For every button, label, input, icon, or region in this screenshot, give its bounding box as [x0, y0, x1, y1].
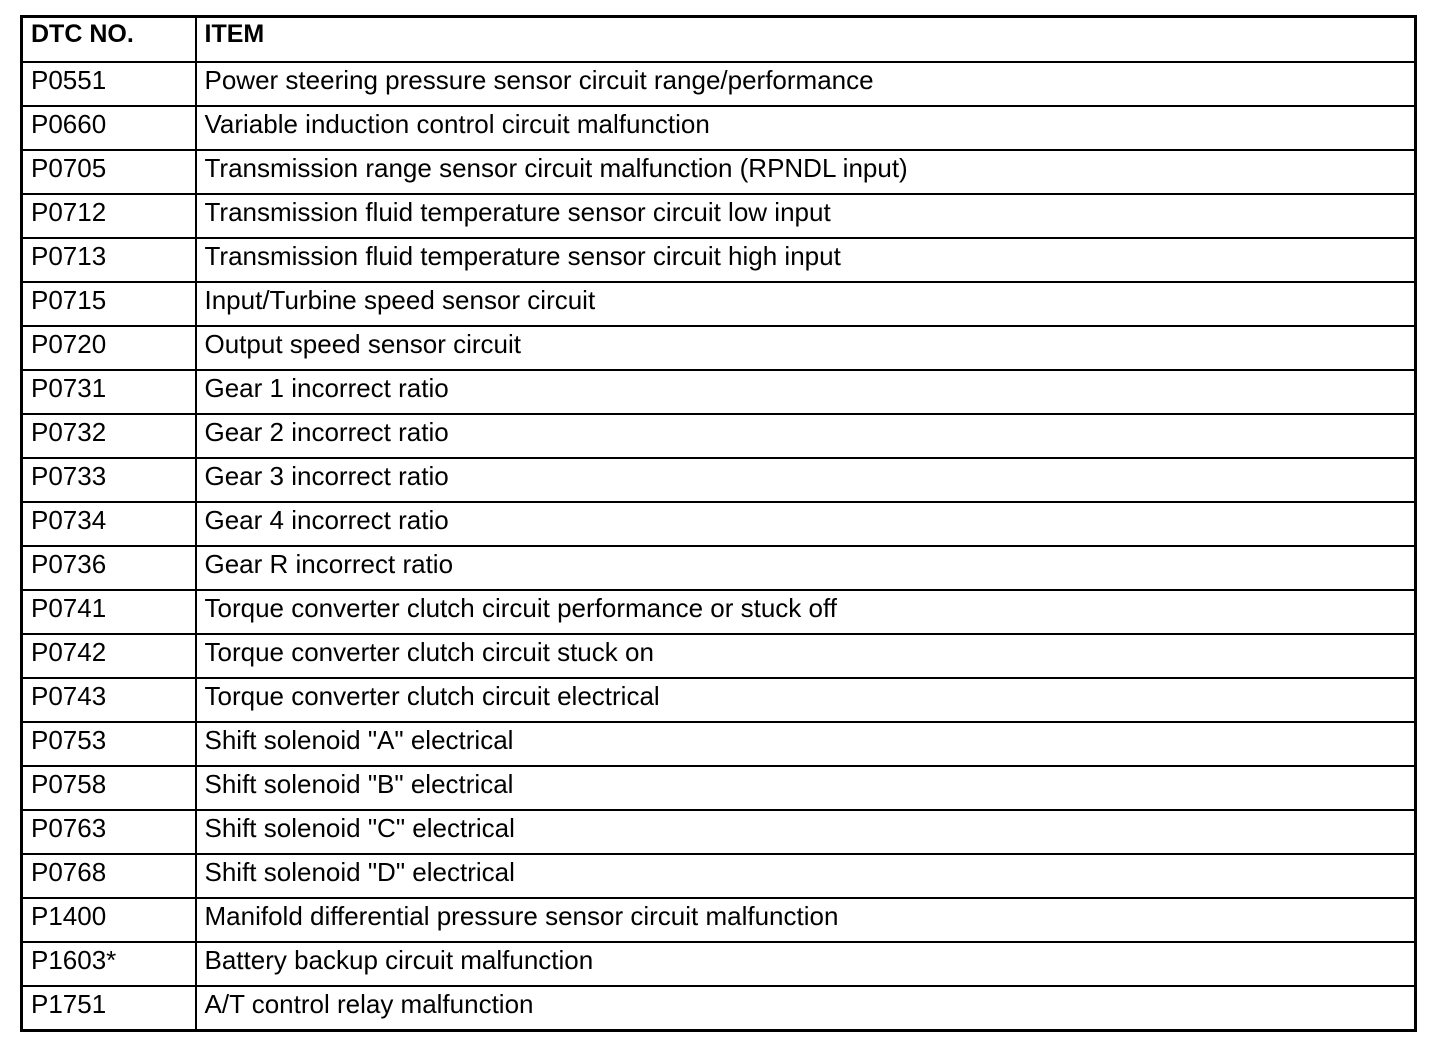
- table-row: [22, 942, 1416, 986]
- table-row: [22, 634, 1416, 678]
- dtc-table: [20, 15, 1417, 1032]
- table-row: [22, 722, 1416, 766]
- dtc-code-cell: P0763: [22, 810, 196, 854]
- dtc-code-cell: P0660: [22, 106, 196, 150]
- dtc-code-cell: P1603*: [22, 942, 196, 986]
- dtc-code-cell: P0733: [22, 458, 196, 502]
- item-description-cell: Shift solenoid "B" electrical: [196, 766, 1416, 810]
- item-description-cell: Power steering pressure sensor circuit range/performance: [196, 62, 1416, 106]
- table-row: [22, 62, 1416, 106]
- table-row: [22, 414, 1416, 458]
- table-row: [22, 766, 1416, 810]
- item-description-cell: Output speed sensor circuit: [196, 326, 1416, 370]
- table-row: [22, 678, 1416, 722]
- dtc-code-cell: P0732: [22, 414, 196, 458]
- dtc-code-cell: P1751: [22, 986, 196, 1031]
- table-row: [22, 150, 1416, 194]
- dtc-code-cell: P0743: [22, 678, 196, 722]
- dtc-code-cell: P0715: [22, 282, 196, 326]
- dtc-code-cell: P1400: [22, 898, 196, 942]
- item-description-cell: Gear 3 incorrect ratio: [196, 458, 1416, 502]
- table-row: [22, 370, 1416, 414]
- item-description-cell: Transmission range sensor circuit malfunction (RPNDL input): [196, 150, 1416, 194]
- item-description-cell: Torque converter clutch circuit electrical: [196, 678, 1416, 722]
- item-description-cell: Gear 4 incorrect ratio: [196, 502, 1416, 546]
- item-description-cell: Manifold differential pressure sensor circuit malfunction: [196, 898, 1416, 942]
- item-description-cell: Gear R incorrect ratio: [196, 546, 1416, 590]
- item-description-cell: Shift solenoid "D" electrical: [196, 854, 1416, 898]
- table-header-row: [22, 17, 1416, 63]
- table-row: [22, 238, 1416, 282]
- dtc-code-cell: P0720: [22, 326, 196, 370]
- table-row: [22, 590, 1416, 634]
- dtc-code-cell: P0712: [22, 194, 196, 238]
- dtc-code-cell: P0713: [22, 238, 196, 282]
- table-row: [22, 502, 1416, 546]
- item-header: ITEM: [196, 17, 1416, 63]
- item-description-cell: Battery backup circuit malfunction: [196, 942, 1416, 986]
- item-description-cell: Transmission fluid temperature sensor circuit high input: [196, 238, 1416, 282]
- dtc-number-header: DTC NO.: [22, 17, 196, 63]
- item-description-cell: A/T control relay malfunction: [196, 986, 1416, 1031]
- item-description-cell: Transmission fluid temperature sensor circuit low input: [196, 194, 1416, 238]
- dtc-code-cell: P0705: [22, 150, 196, 194]
- table-row: [22, 546, 1416, 590]
- item-description-cell: Input/Turbine speed sensor circuit: [196, 282, 1416, 326]
- dtc-code-cell: P0734: [22, 502, 196, 546]
- dtc-code-cell: P0758: [22, 766, 196, 810]
- dtc-code-cell: P0753: [22, 722, 196, 766]
- table-row: [22, 986, 1416, 1031]
- table-row: [22, 282, 1416, 326]
- item-description-cell: Variable induction control circuit malfunction: [196, 106, 1416, 150]
- item-description-cell: Shift solenoid "C" electrical: [196, 810, 1416, 854]
- table-row: [22, 854, 1416, 898]
- dtc-code-cell: P0742: [22, 634, 196, 678]
- table-row: [22, 898, 1416, 942]
- dtc-code-cell: P0731: [22, 370, 196, 414]
- dtc-code-cell: P0741: [22, 590, 196, 634]
- item-description-cell: Gear 1 incorrect ratio: [196, 370, 1416, 414]
- table-row: [22, 106, 1416, 150]
- item-description-cell: Shift solenoid "A" electrical: [196, 722, 1416, 766]
- dtc-code-cell: P0768: [22, 854, 196, 898]
- dtc-code-cell: P0551: [22, 62, 196, 106]
- table-row: [22, 810, 1416, 854]
- item-description-cell: Torque converter clutch circuit stuck on: [196, 634, 1416, 678]
- table-row: [22, 194, 1416, 238]
- item-description-cell: Gear 2 incorrect ratio: [196, 414, 1416, 458]
- table-row: [22, 458, 1416, 502]
- table-row: [22, 326, 1416, 370]
- item-description-cell: Torque converter clutch circuit performance or stuck off: [196, 590, 1416, 634]
- dtc-code-cell: P0736: [22, 546, 196, 590]
